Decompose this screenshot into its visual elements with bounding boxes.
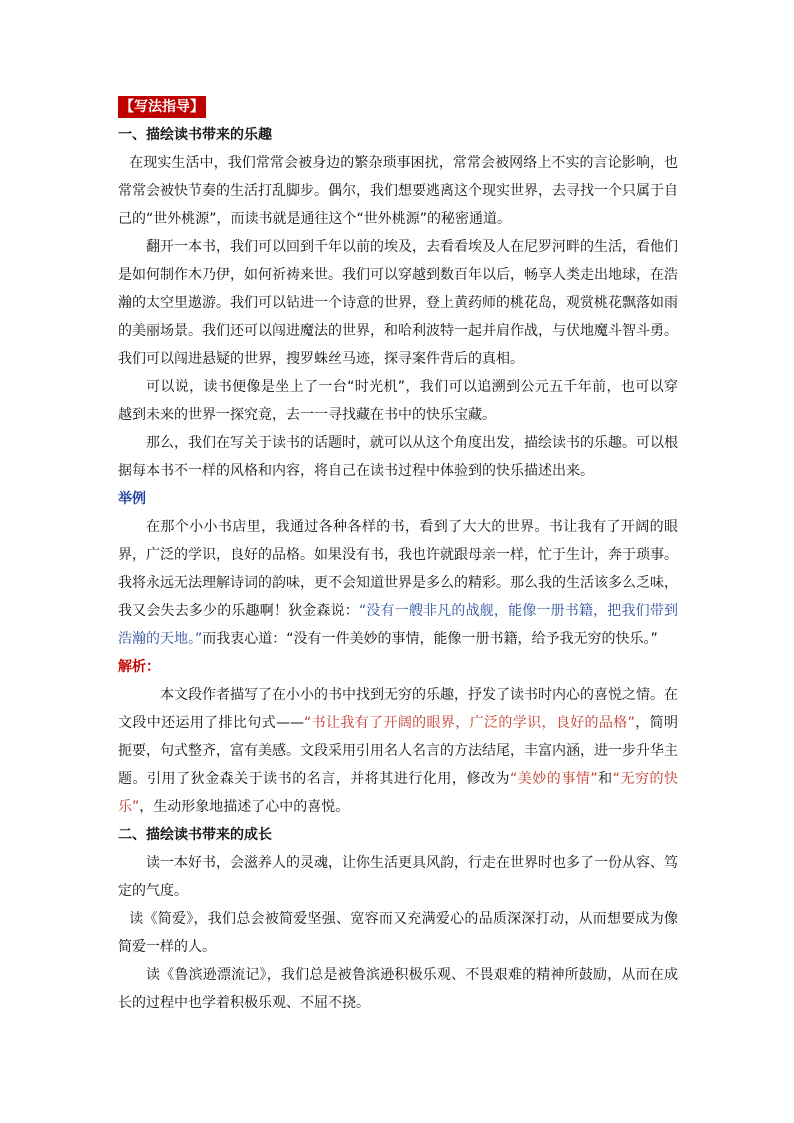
analysis-quote-2: “美妙的事情” [510,771,598,787]
section2-para-3: 读《鲁滨逊漂流记》，我们总是被鲁滨逊积极乐观、不畏艰难的精神所鼓励，从而在成长的过程中也学着积极乐观、不屈不挠。 [118,967,678,1011]
analysis-text-2: ，简明扼要，句式整齐，富有美感。文段采用引用名人名言的方法结尾，丰富内涵，进一步升华主题。引用了狄金森关于读书的名言，并将其进行化用，修改为 [118,715,678,787]
example-label: 举例 [118,491,146,507]
example-quote: “没有一艘非凡的战舰，能像一册书籍，把我们带到浩瀚的天地。” [118,603,678,647]
analysis-text-1: 本文段作者描写了在小小的书中找到无穷的乐趣，抒发了读书时内心的喜悦之情。在文段中还运用了排比句式—— [118,687,678,731]
analysis-text-4: ，生动形象地描述了心中的喜悦。 [139,799,350,815]
example-paragraph [118,513,678,653]
section2-title: 二、描绘读书带来的成长 [118,827,272,843]
section2-para-1: 读一本好书，会滋养人的灵魂，让你生活更具风韵，行走在世界时也多了一份从容、笃定的气度。 [118,855,678,899]
section2-para-2: 读《简爱》，我们总会被简爱坚强、宽容而又充满爱心的品质深深打动，从而想要成为像简爱一样的人。 [118,911,678,955]
analysis-quote-1: “书让我有了开阔的眼界，广泛的学识，良好的品格” [304,715,635,731]
example-text-a: 在那个小小书店里，我通过各种各样的书，看到了大大的世界。书让我有了开阔的眼界，广泛的学识，良好的品格。如果没有书，我也许就跟母亲一样，忙于生计，奔于琐事。我将永远无法理解诗词的韵味，更不会知道世界是多么的精彩。那么我的生活该多么乏味，我又会失去多少的乐趣啊！狄金森说： [118,519,678,619]
analysis-quote-3: “无穷的快乐” [118,771,678,815]
section1-para-3: 可以说，读书便像是坐上了一台“时光机”，我们可以追溯到公元五千年前，也可以穿越到未来的世界一探究竟，去一一寻找藏在书中的快乐宝藏。 [118,379,678,423]
example-text-b: 而我衷心道：“没有一件美妙的事情，能像一册书籍，给予我无穷的快乐。” [202,631,658,647]
section1-para-2: 翻开一本书，我们可以回到千年以前的埃及，去看看埃及人在尼罗河畔的生活，看他们是如何制作木乃伊，如何祈祷来世。我们可以穿越到数百年以后，畅享人类走出地球，在浩瀚的太空里遨游。我们可以钻进一个诗意的世界，登上黄药师的桃花岛，观赏桃花飘落如雨的美丽场景。我们还可以闯进魔法的世界，和哈利波特一起并肩作战，与伏地魔斗智斗勇。我们可以闯进悬疑的世界，搜罗蛛丝马迹，探寻案件背后的真相。 [118,239,678,367]
analysis-paragraph [118,681,678,821]
section-tag: 【写法指导】 [118,96,206,118]
section1-title: 一、描绘读书带来的乐趣 [118,127,272,143]
section1-para-4: 那么，我们在写关于读书的话题时，就可以从这个角度出发，描绘读书的乐趣。可以根据每本书不一样的风格和内容，将自己在读书过程中体验到的快乐描述出来。 [118,435,678,479]
analysis-label: 解析： [118,659,160,675]
section1-para-1: 在现实生活中，我们常常会被身边的繁杂琐事困扰，常常会被网络上不实的言论影响，也常常会被快节奏的生活打乱脚步。偶尔，我们想要逃离这个现实世界，去寻找一个只属于自己的“世外桃源”，而读书就是通往这个“世外桃源”的秘密通道。 [118,155,678,227]
document-body [118,93,678,1017]
analysis-text-3: 和 [597,771,613,787]
